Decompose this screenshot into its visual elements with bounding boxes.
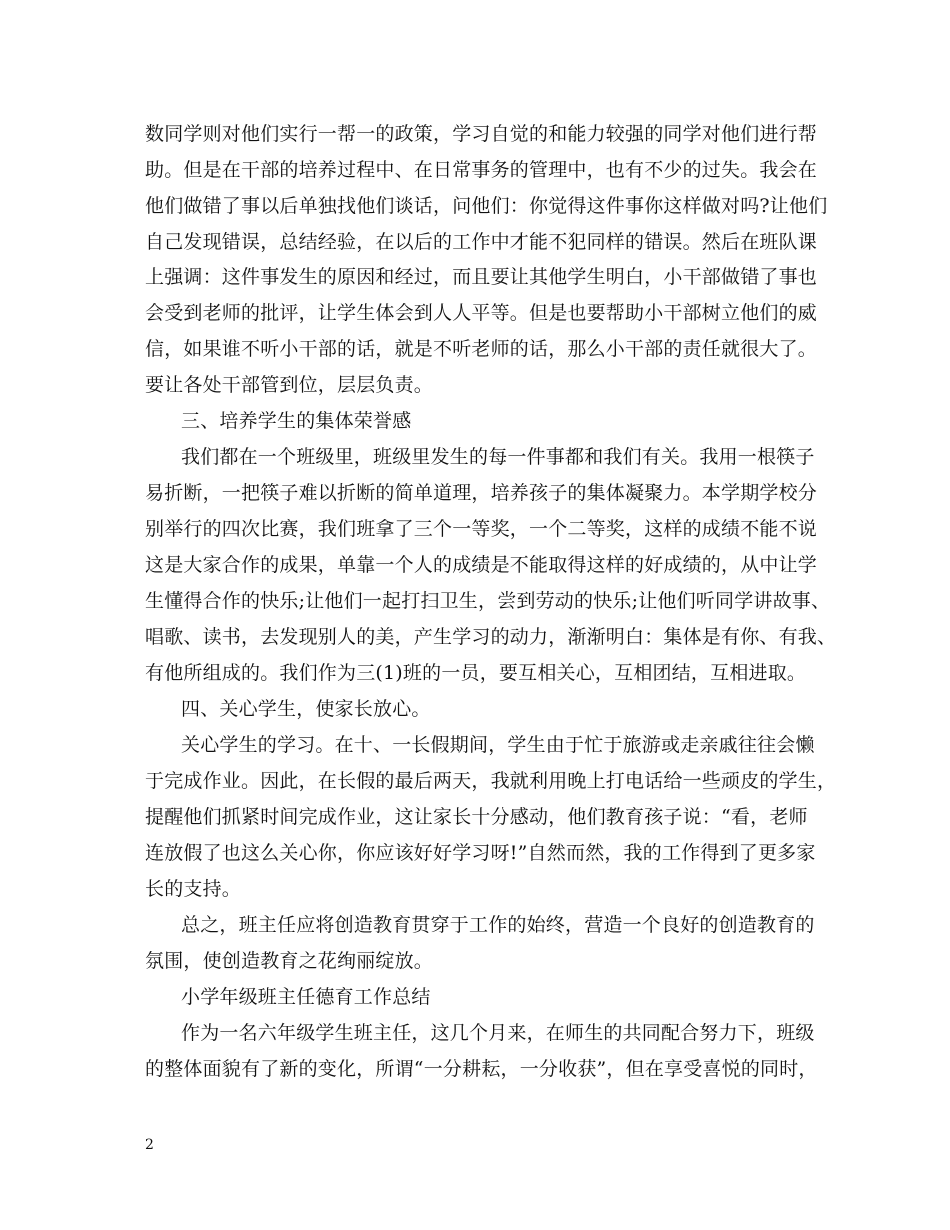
section-heading: 四、关心学生，使家长放心。 bbox=[181, 698, 431, 720]
text-line: 长的支持。 bbox=[145, 878, 242, 900]
text-line: 信，如果谁不听小干部的话，就是不听老师的话，那么小干部的责任就很大了。 bbox=[145, 338, 818, 360]
text-line: 提醒他们抓紧时间完成作业，这让家长十分感动，他们教育孩子说：“看，老师 bbox=[145, 806, 808, 828]
text-line: 自己发现错误，总结经验，在以后的工作中才能不犯同样的错误。然后在班队课 bbox=[145, 231, 818, 253]
text-line: 易折断，一把筷子难以折断的简单道理，培养孩子的集体凝聚力。本学期学校分 bbox=[145, 482, 818, 504]
text-line: 作为一名六年级学生班主任，这几个月来，在师生的共同配合努力下，班级 bbox=[181, 1022, 815, 1044]
text-line: 上强调：这件事发生的原因和经过，而且要让其他学生明白，小干部做错了事也 bbox=[145, 266, 818, 288]
text-line: 于完成作业。因此，在长假的最后两天，我就利用晚上打电话给一些顽皮的学生， bbox=[145, 770, 837, 792]
text-line: 的整体面貌有了新的变化，所谓“一分耕耘，一分收获”，但在享受喜悦的同时， bbox=[145, 1058, 818, 1080]
text-line: 我们都在一个班级里，班级里发生的每一件事都和我们有关。我用一根筷子 bbox=[181, 446, 815, 468]
section-heading: 三、培养学生的集体荣誉感 bbox=[181, 410, 412, 432]
page-number: 2 bbox=[145, 1137, 154, 1153]
text-line: 生懂得合作的快乐;让他们一起打扫卫生，尝到劳动的快乐;让他们听同学讲故事、 bbox=[145, 590, 831, 612]
text-line: 关心学生的学习。在十、一长假期间，学生由于忙于旅游或走亲戚往往会懒 bbox=[181, 734, 815, 756]
section-heading: 小学年级班主任德育工作总结 bbox=[181, 986, 431, 1008]
text-line: 助。但是在干部的培养过程中、在日常事务的管理中，也有不少的过失。我会在 bbox=[145, 159, 818, 181]
text-line: 氛围，使创造教育之花绚丽绽放。 bbox=[145, 950, 434, 972]
text-line: 有他所组成的。我们作为三(1)班的一员，要互相关心，互相团结，互相进取。 bbox=[145, 662, 807, 684]
text-line: 要让各处干部管到位，层层负责。 bbox=[145, 374, 434, 396]
text-line: 别举行的四次比赛，我们班拿了三个一等奖，一个二等奖，这样的成绩不能不说 bbox=[145, 518, 818, 540]
text-line: 这是大家合作的成果，单靠一个人的成绩是不能取得这样的好成绩的，从中让学 bbox=[145, 554, 818, 576]
text-line: 连放假了也这么关心你，你应该好好学习呀!”自然而然，我的工作得到了更多家 bbox=[145, 842, 816, 864]
text-line: 他们做错了事以后单独找他们谈话，问他们：你觉得这件事你这样做对吗?让他们 bbox=[145, 195, 828, 217]
text-line: 数同学则对他们实行一帮一的政策，学习自觉的和能力较强的同学对他们进行帮 bbox=[145, 123, 818, 145]
text-line: 会受到老师的批评，让学生体会到人人平等。但是也要帮助小干部树立他们的威 bbox=[145, 302, 818, 324]
text-line: 唱歌、读书，去发现别人的美，产生学习的动力，渐渐明白：集体是有你、有我、 bbox=[145, 626, 837, 648]
text-line: 总之，班主任应将创造教育贯穿于工作的始终，营造一个良好的创造教育的 bbox=[181, 914, 815, 936]
